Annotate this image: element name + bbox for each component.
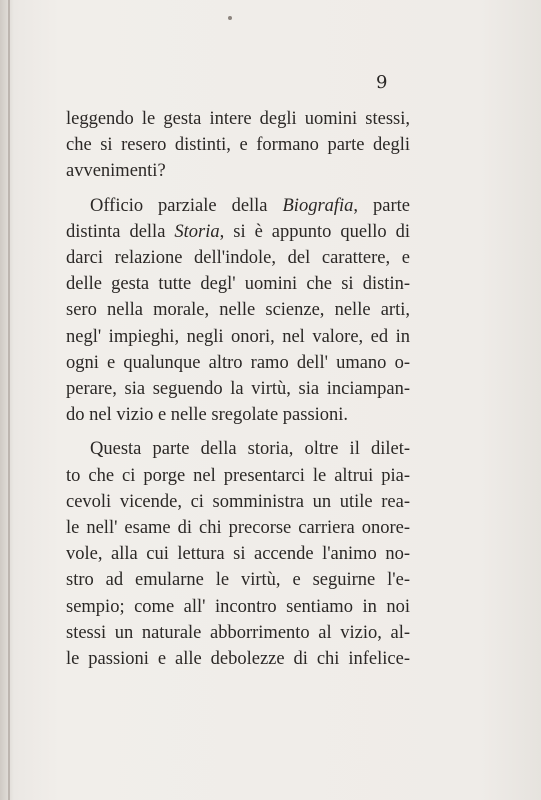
text-line: Questa parte della storia, oltre il dilet- [90, 439, 410, 460]
page-edge-shadow [8, 0, 10, 800]
text-line: le passioni e alle debolezze di chi infelice- [66, 649, 410, 670]
page-number: 9 [376, 72, 388, 93]
text-line: delle gesta tutte degl' uomini che si distin- [66, 274, 410, 295]
paragraph-gap [66, 428, 410, 436]
text-segment: , parte [353, 195, 410, 216]
paper-speck [228, 16, 232, 20]
text-line: do nel vizio e nelle sregolate passioni. [66, 405, 349, 426]
text-line: che si resero distinti, e formano parte degli [66, 135, 410, 156]
text-segment: , si è appunto quello di [219, 221, 410, 242]
text-line: stessi un naturale abborrimento al vizio, al- [66, 622, 410, 643]
text-line: perare, sia seguendo la virtù, sia inciampan- [66, 379, 410, 400]
paragraph-gap [66, 185, 410, 193]
text-line: leggendo le gesta intere degli uomini stessi, [66, 109, 410, 129]
text-line: to che ci porge nel presentarci le altrui pia- [66, 465, 410, 486]
text-line: avvenimenti? [66, 161, 166, 182]
text-line [66, 219, 410, 245]
italic-term-storia: Storia [174, 221, 220, 242]
text-line: stro ad emularne le virtù, e seguirne l'e- [66, 570, 410, 591]
body-text [66, 106, 410, 672]
text-line [66, 193, 410, 219]
text-line: vole, alla cui lettura si accende l'animo no- [66, 544, 410, 565]
text-line: darci relazione dell'indole, del carattere, e [66, 248, 410, 269]
italic-term-biografia: Biografia [282, 195, 354, 216]
text-line: cevoli vicende, ci somministra un utile rea- [66, 491, 410, 512]
text-line: ogni e qualunque altro ramo dell' umano o- [66, 352, 410, 373]
text-line: negl' impieghi, negli onori, nel valore, ed in [66, 326, 410, 347]
text-segment: distinta della [66, 221, 175, 242]
text-line: sempio; come all' incontro sentiamo in noi [66, 596, 410, 617]
text-line: le nell' esame di chi precorse carriera onore- [66, 518, 410, 539]
text-line: sero nella morale, nelle scienze, nelle arti, [66, 300, 410, 321]
text-segment: Officio parziale della [90, 195, 283, 216]
